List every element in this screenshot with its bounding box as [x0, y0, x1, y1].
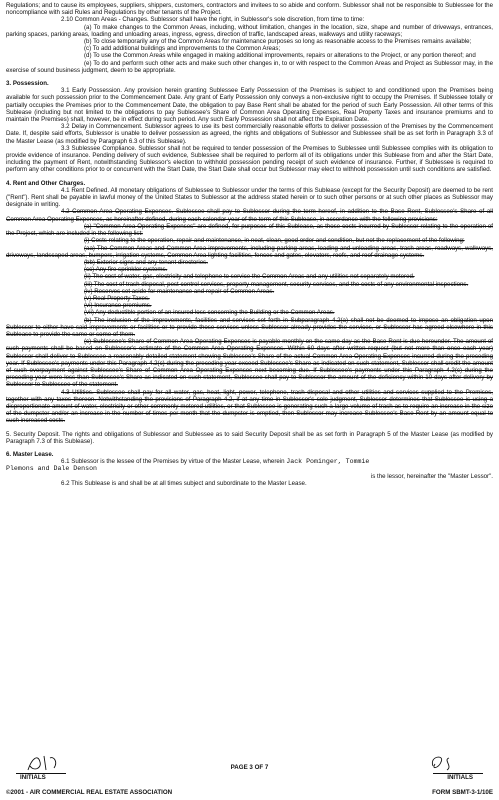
section-6-1 — [6, 458, 493, 465]
page-footer — [6, 752, 493, 798]
section-5: 5. Security Deposit. The rights and obligations of Sublessor and Sublessee as to said Security Deposit shall be as set forth in Paragraph 5 of the Master Lease (as modified by Paragraph 7.3 of this Sublease). — [6, 430, 493, 445]
section-4-2-a-i: (i) Costs relating to the operation, repair and maintenance, in neat, clean, good order and condition, but not the replacement of the following: — [84, 237, 465, 245]
section-4-2-a-iii: (iii) The cost of trash disposal, pest control services, property management, security services, and the costs of any environmental inspections. — [84, 280, 469, 288]
section-2-10: 2.10 Common Areas - Changes. Sublessor shall have the right, in Sublessor's sole discretion, from time to time: — [61, 16, 365, 24]
section-4-2-a-cc: (cc) Any fire sprinkler systems. — [84, 266, 168, 274]
page-number: PAGE 3 OF 7 — [230, 764, 269, 771]
initials-right-signature — [423, 752, 473, 774]
section-3-3: 3.3 Sublessee Compliance. Sublessor shall not be required to tender possession of the Premises to Sublessee until Sublessee complies with its obligation to provide evidence of insurance. Pending delivery of such evidence, Sublessee shall be required to perform all of its obligations under this Sublease from and after the Start Date, including the payment of Rent, notwithstanding Sublessor's election to withhold possession pending receipt of such evidence of insurance. Further, if Sublessee is required to perform any other conditions prior to or concurrent with the Start Date, the Start Date shall occur but Sublessor may elect to withhold possession until such conditions are satisfied. — [6, 144, 493, 174]
master-lessor-fill-2: Plemons and Dale Denson — [6, 465, 98, 473]
initials-left-label: INITIALS — [20, 774, 46, 781]
section-4-2-b: (b) The inclusion of the improvements, facilities and services set forth in Subparagraph 4.2(a) shall not be deemed to impose an obligation upon Sublessor to either have said improvements or facilities or to provide those services unless Sublessor already provides the services, or Sublessor has agreed elsewhere in this Sublease to provide the same or some of them. — [6, 316, 493, 338]
rules-paragraph: Regulations; and to cause its employees, suppliers, shippers, customers, contractors and invitees to so abide and conform. Sublessor shall not be responsible to Sublessee for the noncompliance with said Rules and Regulations by other tenants of the Project. — [6, 2, 493, 17]
section-6-2: 6.2 This Sublease is and shall be at all times subject and subordinate to the Master Lease. — [61, 479, 307, 487]
clause-2-10-a: (a) To make changes to the Common Areas, including, without limitation, changes in the location, size, shape and number of driveways, entrances, parking spaces, parking areas, loading and unloading areas, ingress, egress, direction of traffic, landscaped areas, walkways and utility raceways; — [6, 23, 493, 38]
section-6-heading: 6. Master Lease. — [6, 450, 54, 458]
section-4-heading: 4. Rent and Other Charges. — [6, 179, 86, 187]
section-4-2: 4.2 Common Area Operating Expenses. Sublessee shall pay to Sublessor during the term hereof, in addition to the Base Rent, Sublessee's Share of all Common Area Operating Expenses, as hereinafter defined, during each calendar year of the term of this Sublease, in accordance with the following provisions: — [6, 208, 493, 223]
section-4-2-a-v: (v) Real Property Taxes. — [84, 294, 150, 302]
section-4-2-a-iv: (iv) Reserves set aside for maintenance and repair of Common Areas. — [84, 287, 275, 295]
section-4-2-a-bb: (bb) Exterior signs and any tenant directories. — [84, 258, 208, 266]
document-page — [6, 2, 493, 487]
section-6-1-cont — [6, 465, 493, 472]
section-4-2-a-ii: (ii) The cost of water, gas, electricity and telephone to service the Common Areas and any utilities not separately metered. — [84, 273, 415, 281]
clause-2-10-b: (b) To close temporarily any of the Common Areas for maintenance purposes so long as reasonable access to the Premises remains available; — [84, 38, 472, 46]
section-4-2-a: (a) "Common Area Operating Expenses" are defined, for purposes of this Sublease, as those costs incurred by Sublessor relating to the operation of the Project, which are included in the following list: — [6, 222, 493, 238]
section-3-1: 3.1 Early Possession. Any provision herein granting Sublessee Early Possession of the Premises is subject to and conditioned upon the Premises being available for such possession prior to the Commencement Date. Any grant of Early Possession only conveys a non-exclusive right to occupy the Premises. If Sublessee totally or partially occupies the Premises prior to the Commencement Date, the obligation to pay Base Rent shall be abated for the period of such Early Possession. All other terms of this Sublease (including but not limited to the obligations to pay Sublessee's Share of Common Area Operating Expenses, Real Property Taxes and insurance premiums and to maintain the Premises) shall, however, be in effect during such period. Any such Early Possession shall not affect the Expiration Date. — [6, 87, 493, 124]
clause-2-10-c: (c) To add additional buildings and improvements to the Common Areas; — [84, 45, 281, 53]
section-4-3: 4.3 Utilities. Sublessee shall pay for all water, gas, heat, light, power, telephone, trash disposal and other utilities and services supplied to the Premises, together with any taxes thereon. Notwithstanding the provisions of Paragraph 4.2, if at any time in Sublessor's sole judgment, Sublessor determines that Sublessee is using a disproportionate amount of water, electricity or other commonly metered utilities, or that Sublessee is generating such a large volume of trash as to require an increase in the size of the dumpster and/or an increase in the number of times per month that the dumpster is emptied, then Sublessor may increase Sublessee's Base Rent by an amount equal to such increased costs. — [6, 388, 493, 425]
section-3-heading: 3. Possession. — [6, 80, 49, 88]
initials-right-label: INITIALS — [447, 774, 473, 781]
section-4-2-c: (c) Sublessee's Share of Common Area Operating Expenses is payable monthly on the same day as the Base Rent is due hereunder. The amount of such payments shall be based on Sublessor's estimate of the Common Area Operating Expenses. Within 60 days after written request (but not more than once each year) Sublessor shall deliver to Sublessee a reasonably detailed statement showing Sublessee's Share of the actual Common Area Operating Expenses incurred during the preceding year. If Sublessee's payments under this Paragraph 4.2(c) during the preceding year exceed Sublessee's Share as indicated on such statement, Sublessor shall credit the amount of such overpayment against Sublessee's Share of Common Area Operating Expenses next becoming due. If Sublessee's payments under this Paragraph 4.2(c) during the preceding year were less than Sublessee's Share as indicated on such statement, Sublessee shall pay to Sublessor the amount of the deficiency within 10 days after delivery by Sublessor to Sublessee of the statement. — [6, 338, 493, 389]
clause-2-10-e: (e) To do and perform such other acts and make such other changes in, to or with respect to the Common Areas and Project as Sublessor may, in the exercise of sound business judgment, deem to be appropriate. — [6, 59, 493, 74]
clause-2-10-d: (d) To use the Common Areas while engaged in making additional improvements, repairs or alterations to the Project, or any portion thereof; and — [84, 52, 476, 60]
section-3-2: 3.2 Delay in Commencement. Sublessor agrees to use its best commercially reasonable efforts to deliver possession of the Premises by the Commencement Date. If, despite said efforts, Sublessor is unable to deliver possession as agreed, the rights and obligations of Sublessor and Sublessee shall be as set forth in Paragraph 3.3 of the Master Lease (as modified by Paragraph 6.3 of this Sublease). — [6, 123, 493, 145]
form-number: FORM SBMT-3-1/10E — [432, 789, 493, 796]
section-4-2-a-vi: (vi) Insurance premiums. — [84, 302, 152, 310]
section-4-1: 4.1 Rent Defined. All monetary obligations of Sublessee to Sublessor under the terms of this Sublease (except for the Security Deposit) are deemed to be rent ("Rent"). Rent shall be payable in lawful money of the United States to Sublessor at the address stated herein or to such other persons or at such other places as Sublessor may designate in writing. — [6, 186, 493, 209]
section-4-2-a-aa: (aa) The Common Areas and Common Area improvements, including parking areas, loading and unloading areas, trash areas, roadways, walkways, driveways, landscaped areas, bumpers, irrigation systems, Common Area lighting facilities, fences and gates, elevators, roofs, and roof drainage systems. — [6, 244, 493, 259]
master-lessor-fill-1: Jack Pominger, Tommie — [286, 458, 370, 466]
section-4-2-a-vii: (vii) Any deductible portion of an insured loss concerning the Building or the Common Areas. — [84, 309, 335, 317]
section-6-1-text: 6.1 Sublessor is the lessee of the Premises by virtue of the Master Lease, wherein — [61, 458, 285, 466]
copyright-notice: ©2001 - AIR COMMERCIAL REAL ESTATE ASSOCIATION — [6, 789, 173, 796]
section-6-1-end: is the lessor, hereinafter the "Master Lessor". — [370, 472, 493, 480]
